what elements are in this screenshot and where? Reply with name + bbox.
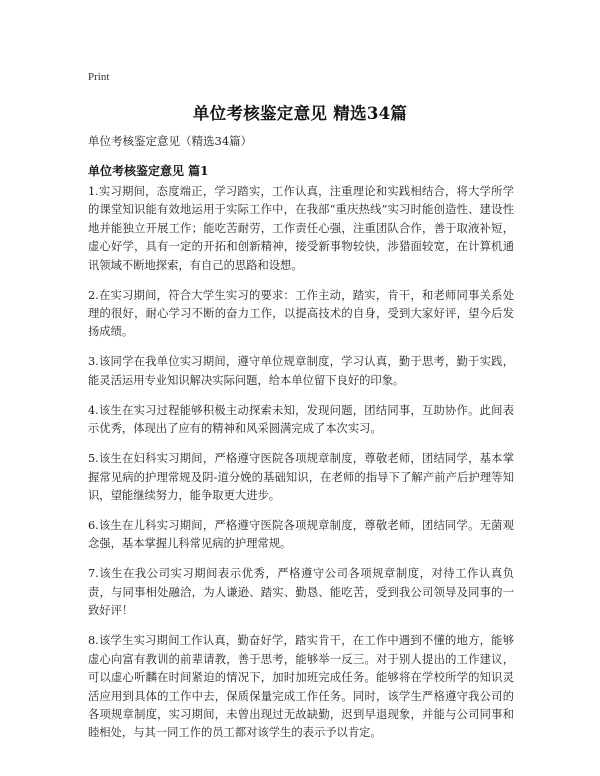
paragraph-3: 3.该同学在我单位实习期间，遵守单位规章制度，学习认真，勤于思考，勤于实践，能灵活运用专业知识解决实际问题，给本单位留下良好的印象。 <box>88 355 514 387</box>
document-subtitle: 单位考核鉴定意见（精选34篇） <box>88 134 253 148</box>
document-title: 单位考核鉴定意见 精选34篇 <box>192 104 408 123</box>
paragraph-8: 8.该学生实习期间工作认真，勤奋好学，踏实肯干，在工作中遇到不懂的地方，能够虚心向富有教训的前辈请教，善于思考，能够举一反三。对于别人提出的工作建议，可以虚心听麟在时间紧迫的情况下，加时加班完成任务。能够将在学校所学的知识灵活应用到具体的工作中去，保质保量完成工作任务。同时，该学生严格遵守我公司的各项规章制度，实习期间，未曾出现过无故缺勤，迟到早退现象，并能与公司同事和睦相处，与其一同工作的员工都对该学生的表示予以肯定。 <box>88 634 514 740</box>
paragraph-7: 7.该生在我公司实习期间表示优秀，严格遵守公司各项规章制度，对待工作认真负责，与同事相处融洽，为人谦逊、踏实、勤恳、能吃苦，受到我公司领导及同事的一致好评！ <box>88 567 514 618</box>
paragraph-1: 1.实习期间，态度端正，学习踏实，工作认真，注重理论和实践相结合，将大学所学的课堂知识能有效地运用于实际工作中，在我部“重庆热线”实习时能创造性、建设性地并能独立开展工作；能吃苦耐劳，工作责任心强，注重团队合作，善于取液补短，虚心好学，具有一定的开拓和创新精神，接受新事物较快，涉猎面较宽，在计算机通讯领域不断地探索，有自己的思路和设想。 <box>88 185 514 272</box>
paragraph-2: 2.在实习期间，符合大学生实习的要求：工作主动，踏实，肯干，和老师同事关系处理的很好，耐心学习不断的奋力工作，以提高技术的自身，受到大家好评，望今后发扬成绩。 <box>88 288 514 339</box>
paragraph-5: 5.该生在妇科实习期间，严格遵守医院各项规章制度，尊敬老师，团结同学，基本掌握常见病的护理常规及阴-道分娩的基础知识，在老师的指导下了解产前产后护理等知识，望能继续努力，能争取更大进步。 <box>88 452 514 503</box>
paragraph-list <box>88 183 514 754</box>
paragraph-6: 6.该生在儿科实习期间，严格遵守医院各项规章制度，尊敬老师，团结同学。无菌观念强，基本掌握儿科常见病的护理常规。 <box>88 519 514 551</box>
paragraph-4: 4.该生在实习过程能够积极主动探索未知，发现问题，团结同事，互助协作。此间表示优秀，体现出了应有的精神和风采圆满完成了本次实习。 <box>88 403 514 436</box>
print-label: Print <box>88 71 110 83</box>
section-heading: 单位考核鉴定意见 篇1 <box>88 164 209 178</box>
